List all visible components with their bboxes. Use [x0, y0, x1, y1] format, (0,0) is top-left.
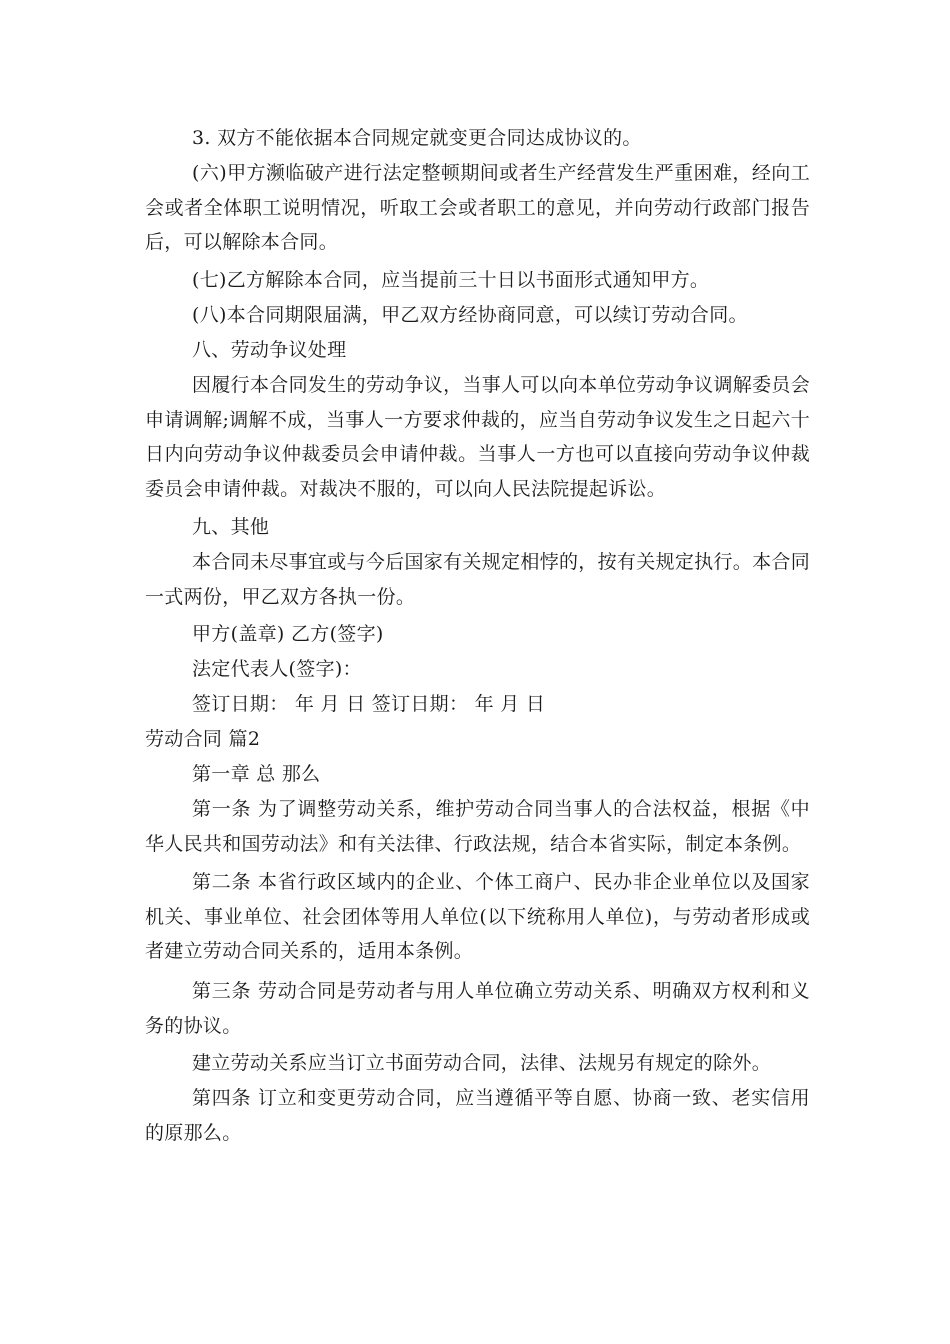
date-line: 签订日期： 年 月 日 签订日期： 年 月 日	[192, 693, 546, 715]
paragraph: (六)甲方濒临破产进行法定整顿期间或者生产经营发生严重困难，经向工会或者全体职工说明情况，听取工会或者职工的意见，并向劳动行政部门报告后，可以解除本合同。	[145, 162, 810, 253]
article-paragraph: 第四条 订立和变更劳动合同，应当遵循平等自愿、协商一致、老实信用的原那么。	[145, 1087, 810, 1144]
article-paragraph: 第二条 本省行政区域内的企业、个体工商户、民办非企业单位以及国家机关、事业单位、社会团体等用人单位(以下统称用人单位)，与劳动者形成或者建立劳动合同关系的，适用本条例。	[145, 871, 810, 962]
article-paragraph: 第一条 为了调整劳动关系，维护劳动合同当事人的合法权益，根据《中华人民共和国劳动法》和有关法律、行政法规，结合本省实际，制定本条例。	[145, 798, 810, 855]
chapter-heading: 第一章 总 那么	[192, 763, 321, 785]
article-paragraph: 第三条 劳动合同是劳动者与用人单位确立劳动关系、明确双方权利和义务的协议。	[145, 980, 810, 1037]
section-heading: 八、劳动争议处理	[192, 339, 347, 361]
clause-line: 3. 双方不能依据本合同规定就变更合同达成协议的。	[192, 127, 642, 149]
chapter-title: 劳动合同 篇2	[145, 728, 261, 750]
signature-line: 法定代表人(签字)：	[192, 658, 362, 680]
clause-line: (八)本合同期限届满，甲乙双方经协商同意，可以续订劳动合同。	[192, 304, 748, 326]
article-line: 建立劳动关系应当订立书面劳动合同，法律、法规另有规定的除外。	[192, 1052, 772, 1074]
clause-line: (七)乙方解除本合同，应当提前三十日以书面形式通知甲方。	[192, 269, 710, 291]
section-heading: 九、其他	[192, 516, 270, 538]
signature-line: 甲方(盖章) 乙方(签字)	[192, 623, 384, 645]
paragraph: 因履行本合同发生的劳动争议，当事人可以向本单位劳动争议调解委员会申请调解;调解不成，当事人一方要求仲裁的，应当自劳动争议发生之日起六十日内向劳动争议仲裁委员会申请仲裁。当事人一方也可以直接向劳动争议仲裁委员会申请仲裁。对裁决不服的，可以向人民法院提起诉讼。	[145, 374, 810, 500]
paragraph: 本合同未尽事宜或与今后国家有关规定相悖的，按有关规定执行。本合同一式两份，甲乙双方各执一份。	[145, 551, 810, 608]
